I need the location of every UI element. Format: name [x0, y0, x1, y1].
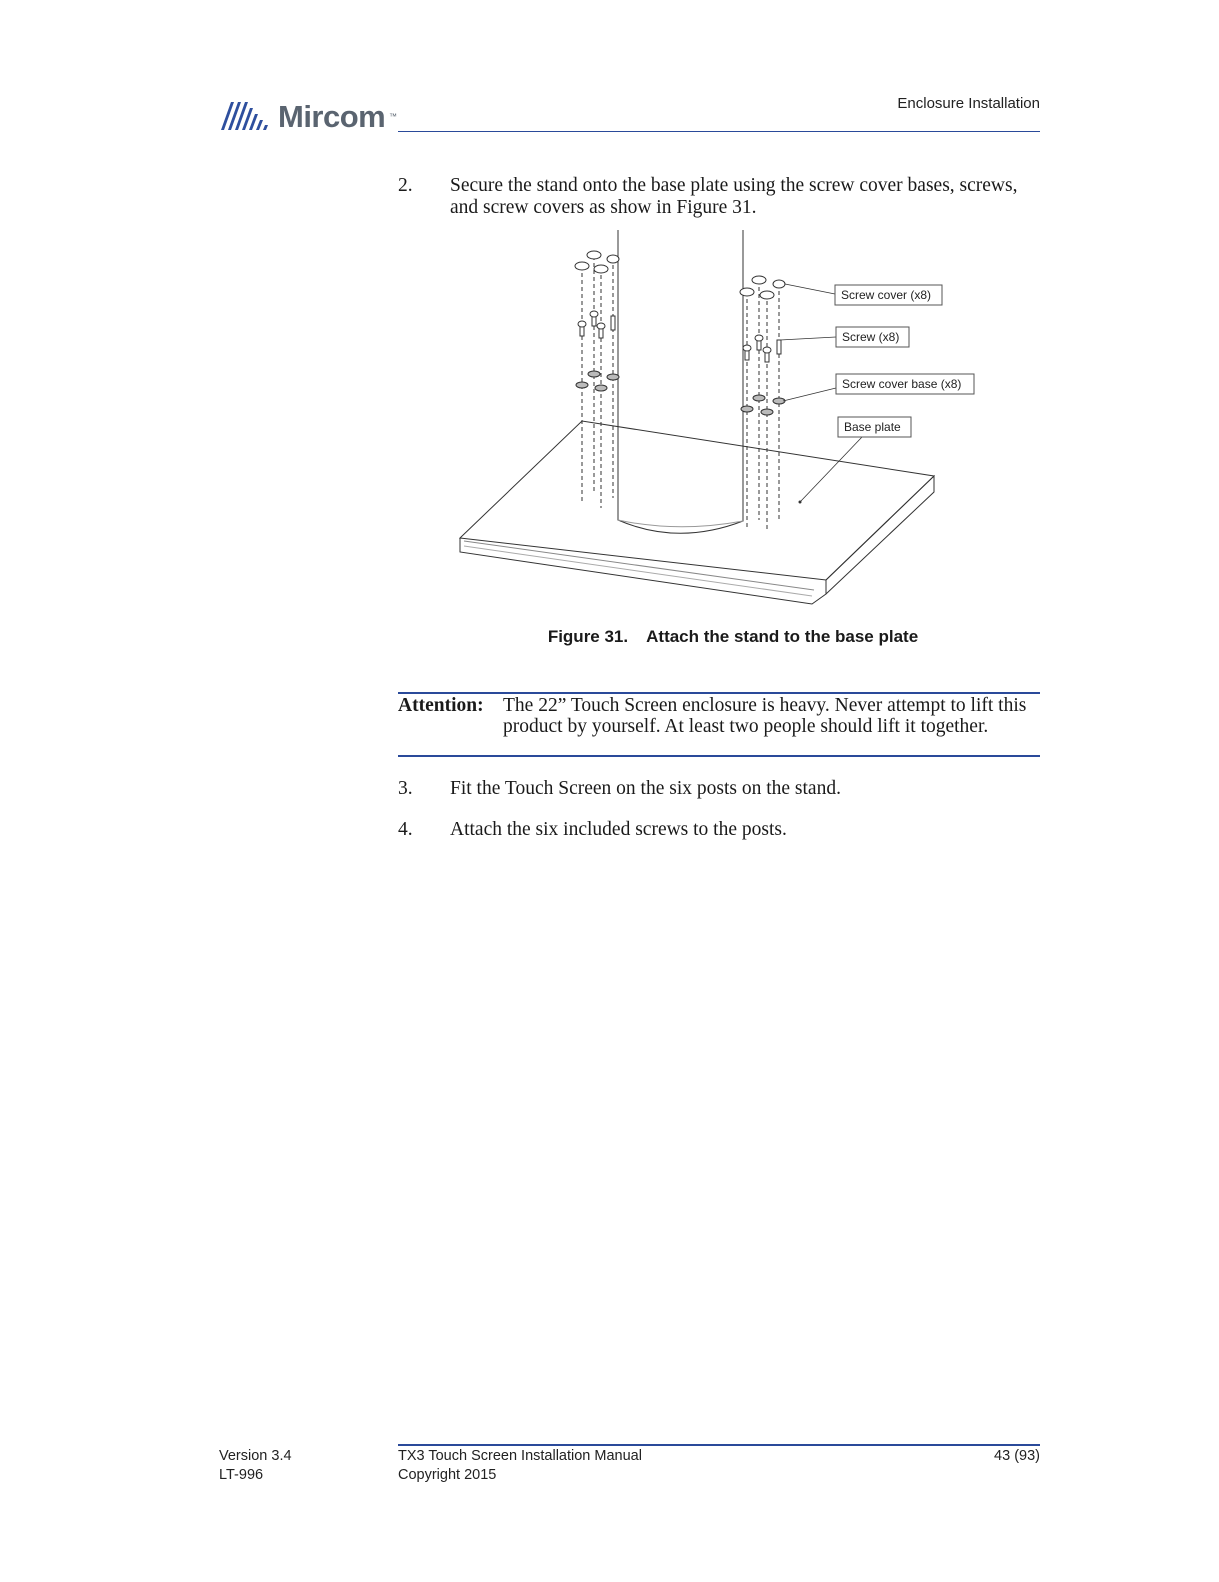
figure-caption [398, 627, 1068, 647]
attention-label: Attention: [398, 695, 484, 716]
header-divider [398, 131, 1040, 132]
section-title: Enclosure Installation [897, 95, 1040, 112]
attention-bottom-rule [398, 755, 1040, 757]
step-3 [398, 778, 1040, 802]
attention-top-rule [398, 692, 1040, 694]
footer-version: Version 3.4 [219, 1448, 292, 1464]
footer-copyright: Copyright 2015 [398, 1467, 497, 1483]
footer-divider [398, 1444, 1040, 1446]
footer-page-number: 43 (93) [994, 1448, 1040, 1464]
step-number: 4. [398, 819, 413, 840]
footer-doc-id: LT-996 [219, 1467, 264, 1483]
figure-caption-title: Attach the stand to the base plate [646, 627, 919, 646]
stand-base-plate-diagram [440, 228, 1000, 618]
brand-name: Mircom [278, 99, 386, 134]
step-number: 3. [398, 778, 413, 799]
step-text: Attach the six included screws to the posts. [450, 819, 787, 840]
attention-text: The 22” Touch Screen enclosure is heavy. Never attempt to lift this product by yourself. At least two people should lift it together. [503, 695, 1027, 737]
brand-trademark: ™ [389, 112, 397, 121]
callout-screw-cover: Screw cover (x8) [841, 288, 932, 302]
mircom-logo-icon [219, 98, 279, 138]
step-4 [398, 819, 1040, 843]
footer-manual-title: TX3 Touch Screen Installation Manual [398, 1448, 642, 1464]
stand-column [618, 230, 743, 533]
base-plate [460, 421, 934, 580]
step-text: Secure the stand onto the base plate using the screw cover bases, screws, and screw covers as show in Figure 31. [450, 175, 1018, 218]
step-number: 2. [398, 175, 413, 196]
callout-base-plate: Base plate [844, 420, 901, 434]
callout-screw: Screw (x8) [842, 330, 900, 344]
callout-screw-cover-base: Screw cover base (x8) [842, 377, 962, 391]
step-2 [398, 175, 1040, 221]
step-text: Fit the Touch Screen on the six posts on the stand. [450, 778, 841, 799]
figure-caption-label: Figure 31. [547, 627, 629, 646]
